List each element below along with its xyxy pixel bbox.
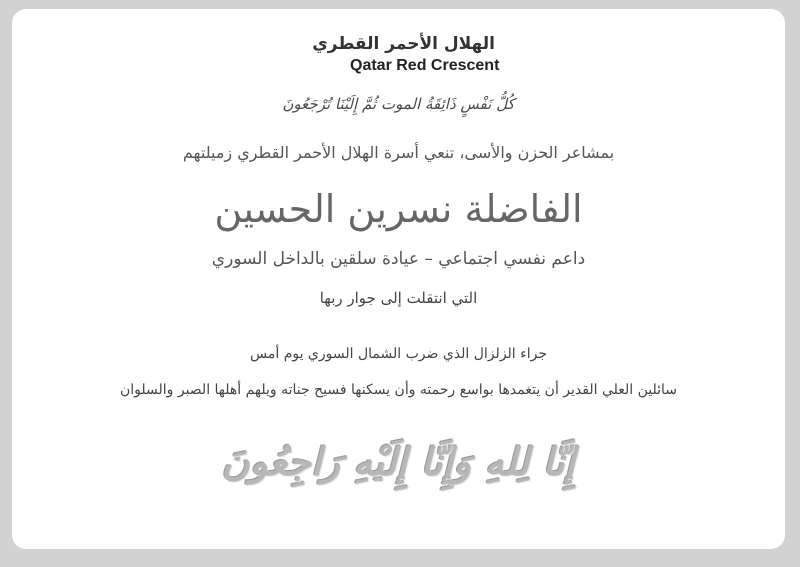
logo-english-name: Qatar Red Crescent: [350, 57, 500, 74]
deceased-name: الفاضلة نسرين الحسين: [214, 187, 583, 231]
qrc-logo: [12, 31, 785, 91]
deceased-role: داعم نفسي اجتماعي – عيادة سلقين بالداخل السوري: [211, 249, 586, 269]
condolence-card: [12, 9, 785, 549]
passed-away-text: التي انتقلت إلى جوار ربها: [319, 289, 478, 307]
cause-text: جراء الزلزال الذي ضرب الشمال السوري يوم أمس: [250, 346, 547, 362]
quran-verse: كُلُّ نَفْسٍ ذَائِقَةُ الموت ثُمَّ إِلَيْنَا تُرْجَعُونَ: [282, 95, 515, 113]
prayer-text: سائلين العلي القدير أن يتغمدها بواسع رحمته وأن يسكنها فسيح جناته ويلهم أهلها الصبر والسلوان: [119, 382, 678, 398]
logo-arabic-name: الهلال الأحمر القطري: [312, 34, 495, 54]
intro-text: بمشاعر الحزن والأسى، تنعي أسرة الهلال الأحمر القطري زميلتهم: [182, 143, 615, 162]
closing-calligraphy: إِنَّا لِلهِ وَإِنَّا إِلَيْهِ رَاجِعُونَ: [221, 439, 576, 484]
